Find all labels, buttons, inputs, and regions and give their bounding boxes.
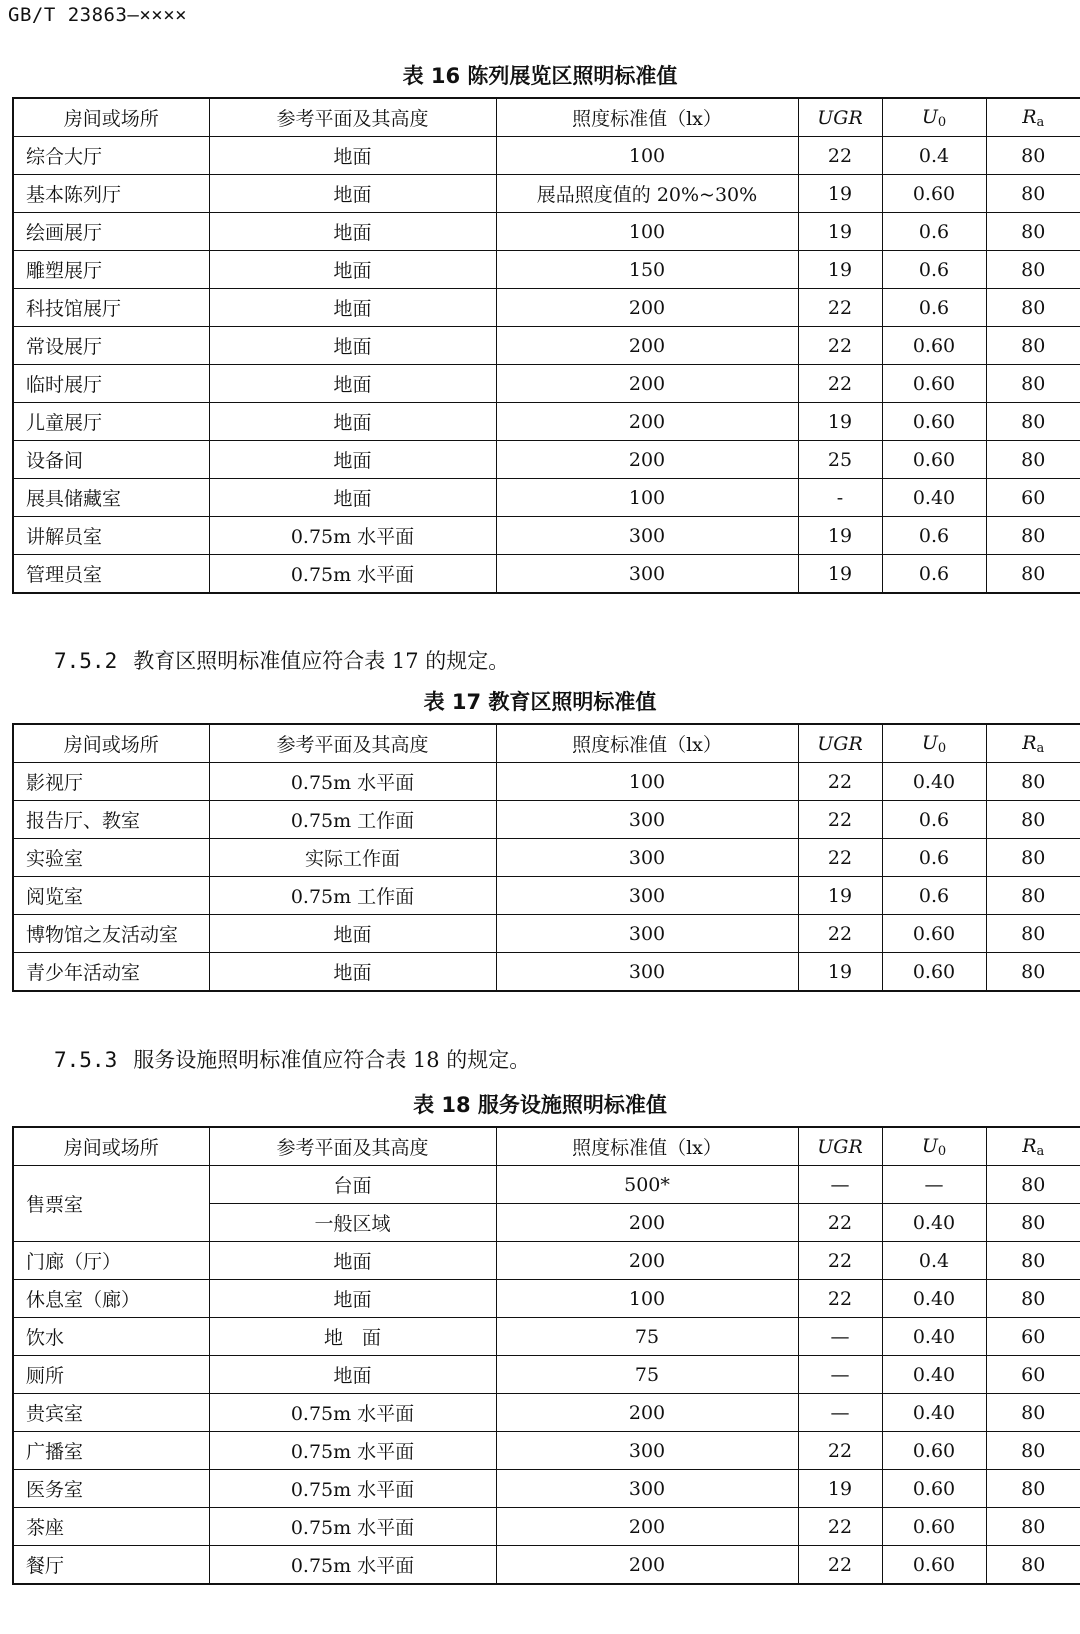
cell-illuminance: 100 bbox=[496, 137, 798, 175]
cell-u0: 0.60 bbox=[882, 915, 986, 953]
cell-ugr: 22 bbox=[798, 1204, 882, 1242]
cell-ugr: — bbox=[798, 1318, 882, 1356]
cell-u0: 0.60 bbox=[882, 175, 986, 213]
header-place: 房间或场所 bbox=[13, 1127, 209, 1166]
cell-ra: 80 bbox=[986, 763, 1080, 801]
cell-ra: 80 bbox=[986, 1204, 1080, 1242]
cell-place: 休息室（廊） bbox=[13, 1280, 209, 1318]
cell-ref-plane: 地面 bbox=[209, 289, 496, 327]
cell-ref-plane: 地面 bbox=[209, 1242, 496, 1280]
cell-place: 餐厅 bbox=[13, 1546, 209, 1585]
cell-ugr: 22 bbox=[798, 327, 882, 365]
cell-place: 基本陈列厅 bbox=[13, 175, 209, 213]
clause-text: 服务设施照明标准值应符合表 18 的规定。 bbox=[133, 1048, 531, 1072]
table-row bbox=[13, 1546, 1080, 1585]
cell-place: 阅览室 bbox=[13, 877, 209, 915]
cell-ra: 80 bbox=[986, 175, 1080, 213]
cell-illuminance: 500* bbox=[496, 1166, 798, 1204]
cell-ra: 80 bbox=[986, 915, 1080, 953]
header-ra: $R_a$ bbox=[986, 1127, 1080, 1166]
cell-ref-plane: 地面 bbox=[209, 327, 496, 365]
cell-ra: 80 bbox=[986, 1280, 1080, 1318]
cell-illuminance: 100 bbox=[496, 479, 798, 517]
cell-ugr: 22 bbox=[798, 1432, 882, 1470]
cell-ref-plane: 实际工作面 bbox=[209, 839, 496, 877]
header-illuminance: 照度标准值（lx） bbox=[496, 98, 798, 137]
table-row bbox=[13, 517, 1080, 555]
table-row bbox=[13, 1356, 1080, 1394]
cell-place: 售票室 bbox=[13, 1166, 209, 1242]
header-ref-plane: 参考平面及其高度 bbox=[209, 1127, 496, 1166]
table-header-row bbox=[13, 724, 1080, 763]
header-place: 房间或场所 bbox=[13, 724, 209, 763]
cell-ref-plane: 0.75m 水平面 bbox=[209, 1546, 496, 1585]
cell-u0: 0.60 bbox=[882, 1508, 986, 1546]
cell-ugr: 22 bbox=[798, 289, 882, 327]
cell-ra: 80 bbox=[986, 251, 1080, 289]
cell-u0: 0.40 bbox=[882, 479, 986, 517]
clause-number: 7.5.3 bbox=[54, 1048, 118, 1072]
cell-place: 常设展厅 bbox=[13, 327, 209, 365]
cell-ugr: — bbox=[798, 1356, 882, 1394]
cell-illuminance: 100 bbox=[496, 1280, 798, 1318]
cell-ref-plane: 0.75m 水平面 bbox=[209, 1470, 496, 1508]
cell-u0: 0.60 bbox=[882, 403, 986, 441]
table-18 bbox=[12, 1126, 1080, 1585]
table-row bbox=[13, 801, 1080, 839]
cell-u0: 0.6 bbox=[882, 289, 986, 327]
header-u0: $U_0$ bbox=[882, 98, 986, 137]
cell-u0: — bbox=[882, 1166, 986, 1204]
cell-illuminance: 300 bbox=[496, 1432, 798, 1470]
cell-u0: 0.6 bbox=[882, 877, 986, 915]
cell-u0: 0.60 bbox=[882, 953, 986, 992]
table-row bbox=[13, 953, 1080, 992]
cell-u0: 0.6 bbox=[882, 517, 986, 555]
cell-ugr: 22 bbox=[798, 1546, 882, 1585]
cell-place: 展具储藏室 bbox=[13, 479, 209, 517]
cell-place: 门廊（厅） bbox=[13, 1242, 209, 1280]
cell-ra: 80 bbox=[986, 1508, 1080, 1546]
table-row bbox=[13, 763, 1080, 801]
document-header: GB/T 23863—×××× bbox=[8, 4, 188, 26]
cell-ra: 80 bbox=[986, 441, 1080, 479]
table-16-title: 表 16 陈列展览区照明标准值 bbox=[402, 64, 678, 88]
cell-ref-plane: 地面 bbox=[209, 441, 496, 479]
cell-illuminance: 200 bbox=[496, 403, 798, 441]
cell-ra: 80 bbox=[986, 1432, 1080, 1470]
cell-ref-plane: 0.75m 水平面 bbox=[209, 1508, 496, 1546]
header-ref-plane: 参考平面及其高度 bbox=[209, 98, 496, 137]
cell-u0: 0.40 bbox=[882, 1394, 986, 1432]
header-ugr: UGR bbox=[798, 1127, 882, 1166]
cell-illuminance: 200 bbox=[496, 327, 798, 365]
cell-ugr: - bbox=[798, 479, 882, 517]
table-row bbox=[13, 915, 1080, 953]
table-header-row bbox=[13, 98, 1080, 137]
cell-ugr: 19 bbox=[798, 213, 882, 251]
cell-u0: 0.6 bbox=[882, 801, 986, 839]
cell-illuminance: 300 bbox=[496, 801, 798, 839]
cell-illuminance: 75 bbox=[496, 1356, 798, 1394]
cell-place: 实验室 bbox=[13, 839, 209, 877]
cell-ref-plane: 地面 bbox=[209, 251, 496, 289]
cell-place: 绘画展厅 bbox=[13, 213, 209, 251]
cell-ugr: 22 bbox=[798, 839, 882, 877]
cell-place: 饮水 bbox=[13, 1318, 209, 1356]
cell-illuminance: 300 bbox=[496, 839, 798, 877]
cell-ra: 80 bbox=[986, 877, 1080, 915]
cell-ugr: 19 bbox=[798, 403, 882, 441]
cell-place: 茶座 bbox=[13, 1508, 209, 1546]
cell-illuminance: 200 bbox=[496, 1394, 798, 1432]
table-header-row bbox=[13, 1127, 1080, 1166]
cell-illuminance: 150 bbox=[496, 251, 798, 289]
cell-ref-plane: 0.75m 水平面 bbox=[209, 763, 496, 801]
clause-7-5-2 bbox=[54, 645, 509, 675]
cell-place: 科技馆展厅 bbox=[13, 289, 209, 327]
clause-7-5-3 bbox=[54, 1044, 530, 1074]
cell-place: 影视厅 bbox=[13, 763, 209, 801]
table-row bbox=[13, 839, 1080, 877]
cell-ra: 80 bbox=[986, 801, 1080, 839]
cell-ref-plane: 地 面 bbox=[209, 1318, 496, 1356]
cell-ugr: 22 bbox=[798, 915, 882, 953]
table-row bbox=[13, 1508, 1080, 1546]
table-17 bbox=[12, 723, 1080, 992]
table-row bbox=[13, 251, 1080, 289]
cell-ref-plane: 地面 bbox=[209, 1356, 496, 1394]
cell-u0: 0.60 bbox=[882, 327, 986, 365]
cell-place: 厕所 bbox=[13, 1356, 209, 1394]
header-place: 房间或场所 bbox=[13, 98, 209, 137]
cell-place: 雕塑展厅 bbox=[13, 251, 209, 289]
cell-ra: 60 bbox=[986, 1318, 1080, 1356]
cell-illuminance: 200 bbox=[496, 289, 798, 327]
cell-place: 青少年活动室 bbox=[13, 953, 209, 992]
cell-ugr: 19 bbox=[798, 877, 882, 915]
table-row bbox=[13, 175, 1080, 213]
header-ra: $R_a$ bbox=[986, 724, 1080, 763]
cell-illuminance: 300 bbox=[496, 555, 798, 594]
clause-number: 7.5.2 bbox=[54, 649, 118, 673]
cell-place: 博物馆之友活动室 bbox=[13, 915, 209, 953]
cell-ref-plane: 地面 bbox=[209, 479, 496, 517]
cell-u0: 0.6 bbox=[882, 251, 986, 289]
cell-ugr: 19 bbox=[798, 953, 882, 992]
table-row bbox=[13, 1432, 1080, 1470]
cell-ugr: 22 bbox=[798, 365, 882, 403]
cell-ref-plane: 地面 bbox=[209, 915, 496, 953]
cell-place: 医务室 bbox=[13, 1470, 209, 1508]
cell-illuminance: 100 bbox=[496, 763, 798, 801]
cell-ugr: 19 bbox=[798, 555, 882, 594]
cell-illuminance: 300 bbox=[496, 915, 798, 953]
cell-illuminance: 300 bbox=[496, 877, 798, 915]
cell-u0: 0.40 bbox=[882, 1280, 986, 1318]
cell-place: 儿童展厅 bbox=[13, 403, 209, 441]
table-row bbox=[13, 289, 1080, 327]
cell-ra: 80 bbox=[986, 137, 1080, 175]
cell-illuminance: 200 bbox=[496, 365, 798, 403]
cell-ugr: 19 bbox=[798, 517, 882, 555]
table-row bbox=[13, 479, 1080, 517]
cell-place: 综合大厅 bbox=[13, 137, 209, 175]
table-row bbox=[13, 137, 1080, 175]
cell-ref-plane: 台面 bbox=[209, 1166, 496, 1204]
cell-illuminance: 300 bbox=[496, 953, 798, 992]
cell-ref-plane: 地面 bbox=[209, 137, 496, 175]
cell-ref-plane: 地面 bbox=[209, 403, 496, 441]
cell-ra: 80 bbox=[986, 1242, 1080, 1280]
cell-ugr: 22 bbox=[798, 763, 882, 801]
cell-ra: 80 bbox=[986, 953, 1080, 992]
cell-ugr: 22 bbox=[798, 1508, 882, 1546]
table-16 bbox=[12, 97, 1080, 594]
header-ugr: UGR bbox=[798, 98, 882, 137]
cell-u0: 0.40 bbox=[882, 1356, 986, 1394]
table-row bbox=[13, 441, 1080, 479]
table-row bbox=[13, 1280, 1080, 1318]
cell-place: 报告厅、教室 bbox=[13, 801, 209, 839]
cell-u0: 0.6 bbox=[882, 555, 986, 594]
clause-text: 教育区照明标准值应符合表 17 的规定。 bbox=[133, 649, 510, 673]
header-illuminance: 照度标准值（lx） bbox=[496, 724, 798, 763]
cell-illuminance: 200 bbox=[496, 1204, 798, 1242]
cell-ref-plane: 0.75m 工作面 bbox=[209, 801, 496, 839]
cell-u0: 0.6 bbox=[882, 839, 986, 877]
header-ref-plane: 参考平面及其高度 bbox=[209, 724, 496, 763]
table-row bbox=[13, 1318, 1080, 1356]
cell-place: 设备间 bbox=[13, 441, 209, 479]
cell-u0: 0.60 bbox=[882, 1470, 986, 1508]
cell-ref-plane: 0.75m 水平面 bbox=[209, 555, 496, 594]
table-row bbox=[13, 877, 1080, 915]
cell-ref-plane: 0.75m 工作面 bbox=[209, 877, 496, 915]
table-row bbox=[13, 1394, 1080, 1432]
cell-ra: 80 bbox=[986, 517, 1080, 555]
cell-place: 临时展厅 bbox=[13, 365, 209, 403]
cell-u0: 0.60 bbox=[882, 441, 986, 479]
cell-ra: 60 bbox=[986, 479, 1080, 517]
cell-u0: 0.4 bbox=[882, 1242, 986, 1280]
cell-ugr: 22 bbox=[798, 137, 882, 175]
header-u0: $U_0$ bbox=[882, 1127, 986, 1166]
cell-ugr: 22 bbox=[798, 1280, 882, 1318]
cell-ra: 80 bbox=[986, 213, 1080, 251]
cell-ra: 80 bbox=[986, 555, 1080, 594]
cell-place: 广播室 bbox=[13, 1432, 209, 1470]
cell-illuminance: 100 bbox=[496, 213, 798, 251]
cell-illuminance: 200 bbox=[496, 1508, 798, 1546]
cell-ref-plane: 地面 bbox=[209, 365, 496, 403]
cell-ref-plane: 一般区域 bbox=[209, 1204, 496, 1242]
cell-u0: 0.40 bbox=[882, 1204, 986, 1242]
cell-illuminance: 200 bbox=[496, 1242, 798, 1280]
table-row bbox=[13, 403, 1080, 441]
cell-ugr: — bbox=[798, 1394, 882, 1432]
cell-place: 讲解员室 bbox=[13, 517, 209, 555]
cell-illuminance: 300 bbox=[496, 1470, 798, 1508]
cell-ref-plane: 地面 bbox=[209, 213, 496, 251]
cell-ugr: 19 bbox=[798, 175, 882, 213]
cell-ugr: 19 bbox=[798, 251, 882, 289]
cell-ugr: — bbox=[798, 1166, 882, 1204]
cell-ref-plane: 0.75m 水平面 bbox=[209, 1432, 496, 1470]
cell-u0: 0.60 bbox=[882, 1432, 986, 1470]
cell-ugr: 22 bbox=[798, 1242, 882, 1280]
table-row bbox=[13, 213, 1080, 251]
cell-ra: 80 bbox=[986, 1470, 1080, 1508]
cell-ref-plane: 0.75m 水平面 bbox=[209, 517, 496, 555]
cell-u0: 0.40 bbox=[882, 1318, 986, 1356]
cell-illuminance: 200 bbox=[496, 441, 798, 479]
table-row bbox=[13, 327, 1080, 365]
cell-ra: 80 bbox=[986, 289, 1080, 327]
cell-ugr: 19 bbox=[798, 1470, 882, 1508]
cell-u0: 0.6 bbox=[882, 213, 986, 251]
cell-u0: 0.40 bbox=[882, 763, 986, 801]
cell-ra: 60 bbox=[986, 1356, 1080, 1394]
header-illuminance: 照度标准值（lx） bbox=[496, 1127, 798, 1166]
cell-ra: 80 bbox=[986, 1394, 1080, 1432]
table-17-title: 表 17 教育区照明标准值 bbox=[423, 690, 657, 714]
cell-ref-plane: 地面 bbox=[209, 953, 496, 992]
cell-illuminance: 300 bbox=[496, 517, 798, 555]
cell-ugr: 22 bbox=[798, 801, 882, 839]
table-row bbox=[13, 365, 1080, 403]
header-ra: $R_a$ bbox=[986, 98, 1080, 137]
cell-ra: 80 bbox=[986, 327, 1080, 365]
table-row bbox=[13, 1242, 1080, 1280]
table-row bbox=[13, 1470, 1080, 1508]
cell-illuminance: 200 bbox=[496, 1546, 798, 1585]
cell-u0: 0.4 bbox=[882, 137, 986, 175]
cell-ref-plane: 地面 bbox=[209, 1280, 496, 1318]
table-row bbox=[13, 555, 1080, 594]
cell-u0: 0.60 bbox=[882, 365, 986, 403]
cell-ra: 80 bbox=[986, 839, 1080, 877]
cell-ref-plane: 地面 bbox=[209, 175, 496, 213]
cell-illuminance: 展品照度值的 20%~30% bbox=[496, 175, 798, 213]
cell-ra: 80 bbox=[986, 365, 1080, 403]
header-u0: $U_0$ bbox=[882, 724, 986, 763]
cell-ra: 80 bbox=[986, 403, 1080, 441]
cell-illuminance: 75 bbox=[496, 1318, 798, 1356]
cell-u0: 0.60 bbox=[882, 1546, 986, 1585]
cell-ugr: 25 bbox=[798, 441, 882, 479]
header-ugr: UGR bbox=[798, 724, 882, 763]
cell-place: 管理员室 bbox=[13, 555, 209, 594]
cell-place: 贵宾室 bbox=[13, 1394, 209, 1432]
table-row bbox=[13, 1166, 1080, 1204]
cell-ra: 80 bbox=[986, 1166, 1080, 1204]
cell-ref-plane: 0.75m 水平面 bbox=[209, 1394, 496, 1432]
cell-ra: 80 bbox=[986, 1546, 1080, 1585]
table-18-title: 表 18 服务设施照明标准值 bbox=[413, 1093, 667, 1117]
